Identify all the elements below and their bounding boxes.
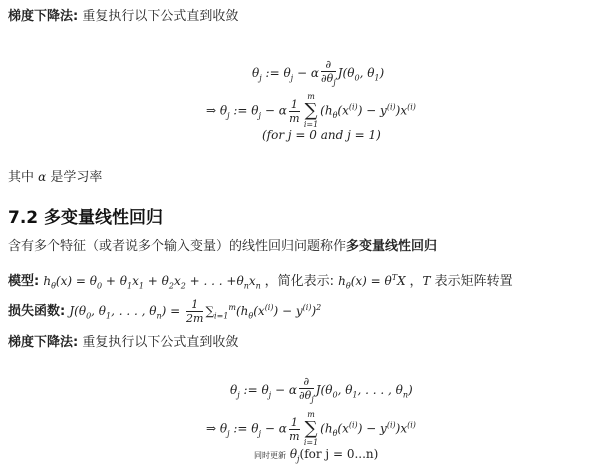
alpha-note: 其中 α 是学习率	[8, 170, 103, 185]
intro-line: 含有多个特征（或者说多个输入变量）的线性回归问题称作多变量线性回归	[8, 239, 438, 254]
gradient-descent-label: 梯度下降法:	[8, 9, 79, 24]
loss-line: 损失函数: $J(\theta_0$, $\theta_1$, . . . , $\theta_n$) = $\frac{1}{2m}$ $\sum_{i=1}^m(h_\theta(x^{(i)}) - y^{(i)})^2$	[8, 298, 322, 325]
formula2-line1: $\theta_j$ := $\theta_j - \alpha$ $\frac{\partial}{\partial\theta_j}$ $J(\theta_0$, $\theta_1$, . . . , $\theta_n$)	[230, 375, 413, 405]
gradient-descent-text: 重复执行以下公式直到收敛	[82, 9, 239, 24]
formula2-line2: ⇒ $\theta_j$ := $\theta_j - \alpha$ $\frac{1}{m}$ m ∑ i=1 $(h_\theta(x^{(i)}) - y^{(i)})x^{(i)}$	[206, 410, 416, 447]
formula1-line2: ⇒ $\theta_j$ := $\theta_j - \alpha$ $\frac{1}{m}$ m ∑ i=1 $(h_\theta(x^{(i)}) - y^{(i)})x^{(i)}$	[206, 92, 416, 129]
gradient-descent-line-1	[8, 7, 238, 27]
model-line: 模型: $h_\theta(x) = \theta_0 + \theta_1x_1 + \theta_2x_2$ + . . . $+\theta_nx_n$ ，简化表示: $h_\theta(x) = \theta^TX$ ，T 表示矩阵转置	[8, 273, 513, 291]
formula1-line1: $\theta_j$ := $\theta_j - \alpha$ $\frac{\partial}{\partial\theta_j}$ $J(\theta_0$, $\theta_1$)	[252, 58, 385, 88]
formula1-line3: (for j = 0 and j = 1)	[262, 128, 381, 142]
section-heading: 7.2 多变量线性回归	[8, 208, 164, 228]
formula2-line3: 同时更新 $\theta_j(for$ j = 0...n)	[254, 447, 379, 464]
gradient-descent-line-2: 梯度下降法: 重复执行以下公式直到收敛	[8, 335, 239, 350]
